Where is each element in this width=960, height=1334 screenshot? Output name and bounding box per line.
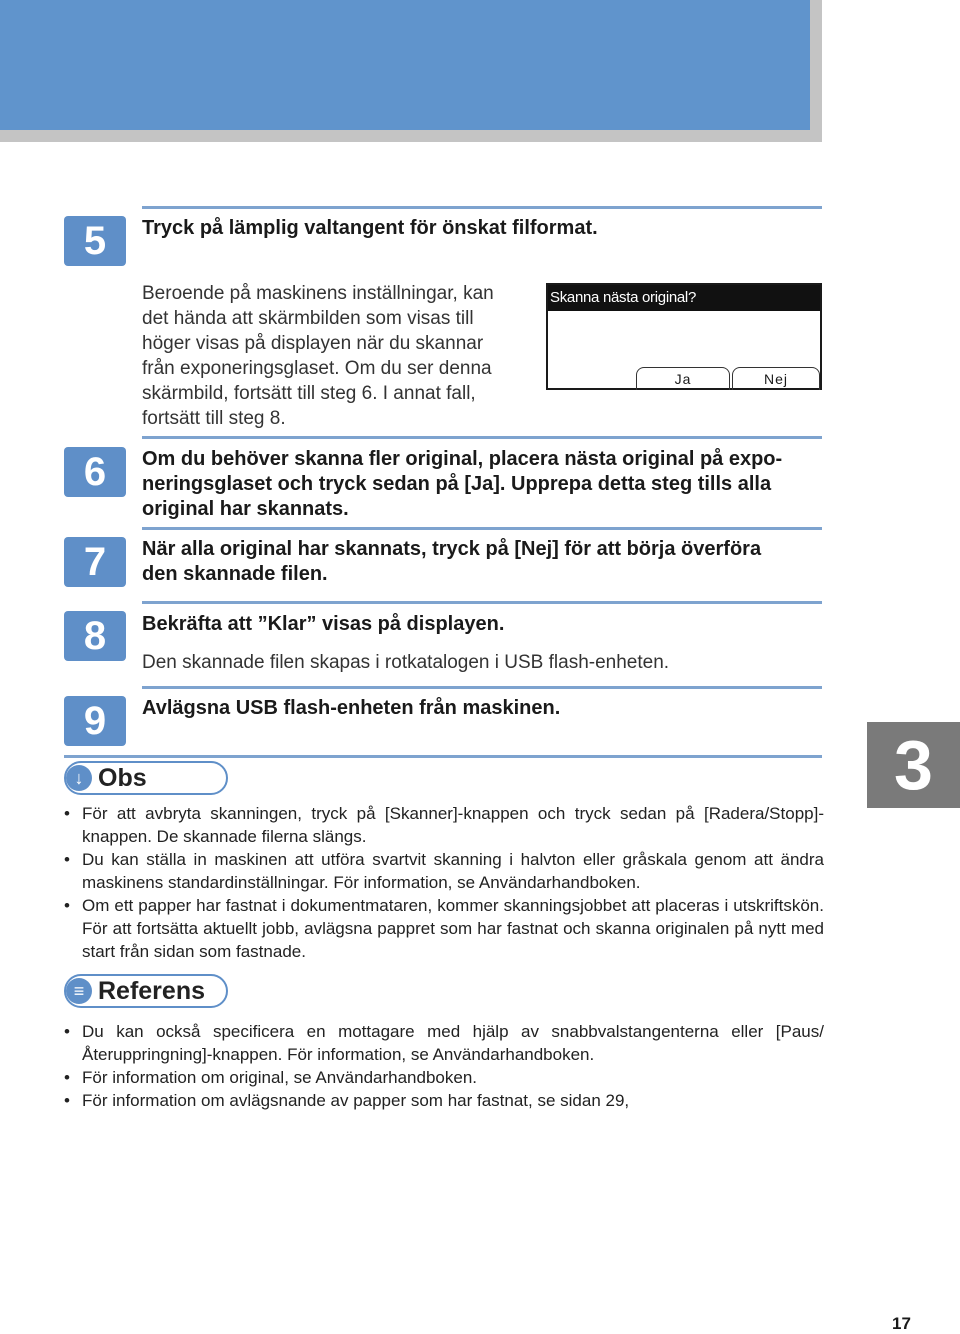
page-number: 17 (892, 1314, 911, 1333)
step-6-title: Om du behöver skanna fler original, placera nästa original på expo- neringsglaset och tryck sedan på [Ja]. Upprepa detta steg tills alla original har skannats. (142, 448, 783, 520)
display-screen-illustration (546, 283, 822, 390)
section-divider (142, 601, 822, 604)
step-number-badge: 7 (64, 537, 126, 587)
step-number-badge: 9 (64, 696, 126, 746)
section-divider (142, 206, 822, 209)
section-divider (64, 755, 822, 758)
step-5-title: Tryck på lämplig valtangent för önskat filformat. (142, 217, 598, 239)
list-item: • Du kan ställa in maskinen att utföra svartvit skanning i halvton eller gråskala genom att ändra maskinens standardinställningar. För information, se Användarhandboken. (64, 848, 824, 894)
header-shadow (810, 0, 822, 142)
list-item: • Om ett papper har fastnat i dokumentmataren, kommer skanningsjobbet att placeras i utskriftskön. För att fortsätta aktuellt jobb, avlägsna pappret som har fastnat och skanna originalen på nytt med start från sidan som fastnade. (64, 894, 824, 963)
chapter-tab: 3 (867, 722, 960, 808)
screen-prompt: Skanna nästa original? (548, 285, 820, 311)
step-5-description: Beroende på maskinens inställningar, kan det hända att skärmbilden som visas till höger visas på displayen när du skannar från exponeringsglaset. Om du ser denna skärmbild, fortsätt till steg 6. I annat fall, fortsätt till steg 8. (142, 283, 494, 429)
list-item: • För information om avlägsnande av papper som har fastnat, se sidan 29, (64, 1089, 824, 1112)
step-8-title: Bekräfta att ”Klar” visas på displayen. (142, 613, 505, 635)
step-number-badge: 5 (64, 216, 126, 266)
step-number-badge: 8 (64, 611, 126, 661)
header-shadow (0, 130, 822, 142)
list-item: • För information om original, se Användarhandboken. (64, 1066, 824, 1089)
section-divider (142, 686, 822, 689)
step-8-description: Den skannade filen skapas i rotkatalogen i USB flash-enheten. (142, 652, 670, 673)
list-item: • För att avbryta skanningen, tryck på [Skanner]-knappen och tryck sedan på [Radera/Stopp]-knappen. De skannade filerna slängs. (64, 802, 824, 848)
referens-label: ≡ Referens (64, 974, 228, 1008)
arrow-down-icon: ↓ (66, 765, 92, 791)
referens-list (64, 1020, 824, 1112)
list-item: • Du kan också specificera en mottagare med hjälp av snabbvalstangenterna eller [Paus/Återuppringning]-knappen. För information, se Användarhandboken. (64, 1020, 824, 1066)
section-divider (142, 527, 822, 530)
step-7-title: När alla original har skannats, tryck på [Nej] för att börja överföra den skannade filen. (142, 538, 762, 585)
step-number-badge: 6 (64, 447, 126, 497)
obs-label: ↓ Obs (64, 761, 228, 795)
document-icon: ≡ (66, 978, 92, 1004)
step-9-title: Avlägsna USB flash-enheten från maskinen. (142, 697, 561, 719)
obs-list (64, 802, 824, 963)
section-divider (142, 436, 822, 439)
header-band (0, 0, 810, 130)
yes-button[interactable]: Ja (636, 367, 730, 390)
no-button[interactable]: Nej (732, 367, 820, 390)
